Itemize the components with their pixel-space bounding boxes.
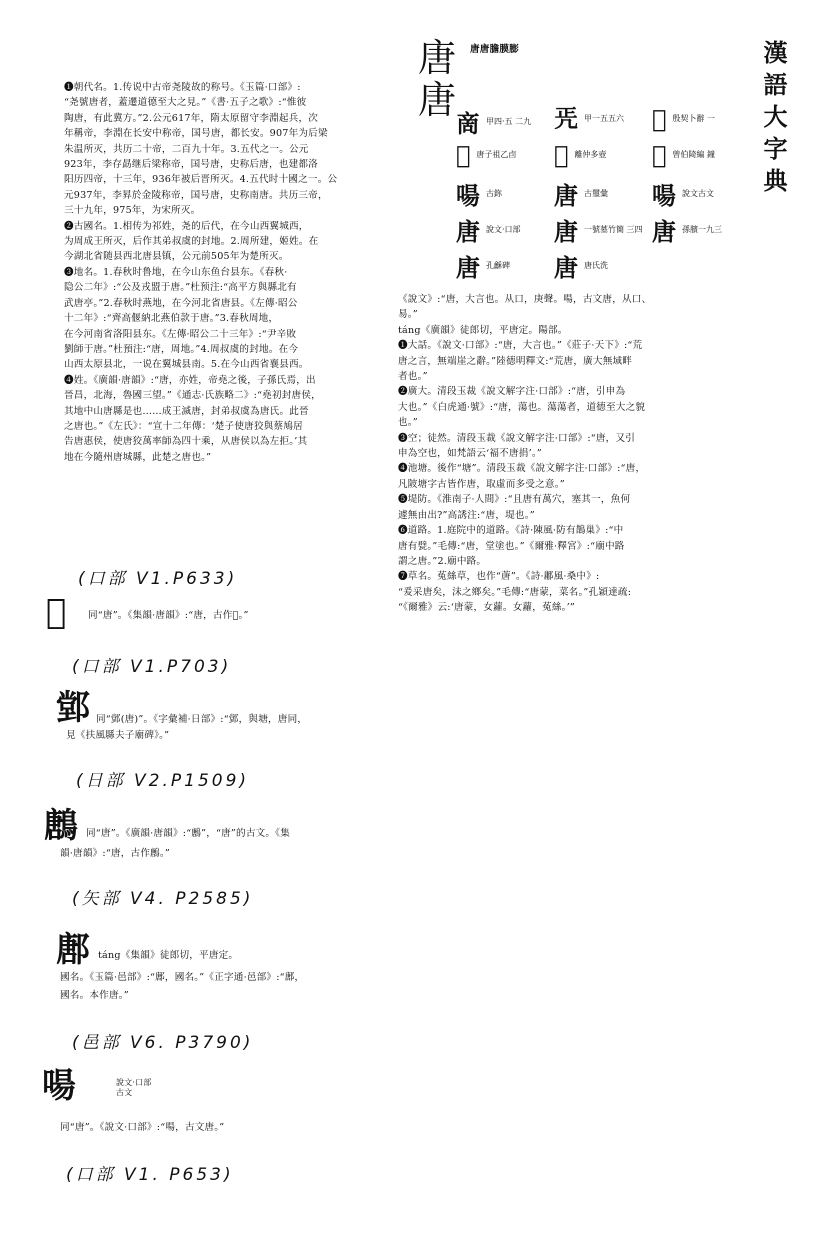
volume-note-1: (口部 V1.P633) [78, 569, 238, 589]
text-line: 劉師于唐。”杜預注:“唐，周地。”4.周叔虞的封地。在今 [64, 343, 299, 355]
script-label: 甲四·五 二九 [486, 117, 532, 126]
script-glyph: 唐 [554, 253, 578, 282]
script-glyph: 𢉊 [652, 140, 667, 169]
script-label: 說文古文 [682, 189, 714, 198]
script-glyph: 唐 [456, 217, 480, 246]
text-line: 其地中山唐縣是也……成王滅唐，封弟叔虞為唐氏。此晉 [64, 405, 309, 417]
script-form [456, 176, 502, 211]
text-line: 遽無由出?”高誘注:“唐，堤也。” [398, 509, 535, 521]
text-line: ❹池塘。後作“塘”。清段玉裁《說文解字注·口部》:“唐， [398, 463, 646, 475]
text-line: 也。” [398, 417, 418, 429]
right-main-entry [398, 292, 748, 616]
script-form [456, 140, 516, 169]
text-line: 为周成王所灭，后作其弟叔虞的封地。2.周所建，姬姓。在 [64, 236, 319, 248]
script-form [554, 140, 606, 169]
text-line: 申為空也，如梵語云‘福不唐捐’。” [398, 448, 542, 460]
script-form [456, 104, 531, 139]
script-label: 古璽彙 [584, 189, 608, 198]
script-glyph: 𢉊 [456, 140, 471, 169]
text-line: 山西太原县北，一说在翼城县南。5.在今山西省襄县西。 [64, 359, 309, 371]
text-line: ❶朝代名。1.传说中古帝尧陵故的称号。《玉篇·口部》: [64, 82, 301, 93]
text-line: 凡陂塘字古皆作唐，取虛而多受之意。” [398, 478, 565, 490]
text-line: 十二年》:“齊高偃納北燕伯款于唐。”3.春秋周地， [64, 313, 279, 325]
text-line: ❹姓。《廣韻·唐韻》:“唐，亦姓，帝堯之後，子孫氏焉，出 [64, 374, 316, 386]
text-line: 武唐亭。”2.春秋时燕地，在今河北省唐县。《左傳·昭公 [64, 297, 298, 309]
text-line: 告唐惠侯，使唐狡萬率師為四十乘，从唐侯以為左拒。’其 [64, 436, 308, 448]
script-form [554, 104, 624, 133]
head-glyph-1: 唐 [418, 36, 457, 80]
text-line: “尧號唐者，蓋遷道德至大之見。”《書·五子之歌》:“惟彼 [64, 97, 307, 109]
text-line: ❷廣大。清段玉裁《說文解字注·口部》:“唐，引申為 [398, 386, 626, 398]
text-line: “《爾雅》云:‘唐蒙，女蘿。女蘿，菟絲。’” [398, 602, 576, 614]
text-line: 923年，李存勗继后梁称帝，国号唐，史称后唐，也建都洛 [64, 159, 318, 171]
script-label: 唐子祖乙卣 [476, 150, 517, 159]
text-line: ❷古國名。1.相传为祁姓，尧的后代，在今山西翼城西， [64, 220, 309, 232]
script-label: 離仲多壺 [574, 150, 607, 159]
script-glyph: 啇 [456, 109, 480, 138]
text-line: 大也。”《白虎通·號》:“唐，蕩也。蕩蕩者，道德至大之貌 [398, 401, 646, 413]
text-line: 者也。” [398, 371, 428, 383]
entry-text-2: 同“唐”。《集韻·唐韻》:“唐，古作𢉊。” [88, 610, 249, 621]
script-glyph: 啺 [456, 181, 480, 210]
text-line: 唐之言，無端崖之辭。”陸德明釋文:“荒唐，廣大無域畔 [398, 355, 633, 367]
script-form [652, 140, 715, 169]
text-line: 阳历四帝，十三年，936年被后晋所灭。4.五代时十國之一。公 [64, 174, 338, 186]
script-label: 曾伯陭編 鐘 [672, 150, 715, 159]
script-form [456, 212, 521, 247]
text-line: 易。” [398, 309, 418, 321]
volume-note-6: (口部 V1. P653) [66, 1165, 234, 1185]
script-glyph: 啺 [652, 181, 676, 210]
script-glyph: 𢉊 [554, 140, 569, 169]
book-title: 漢語大字典 [759, 40, 788, 200]
script-label: 孔龢碑 [486, 261, 510, 270]
script-glyph: 𠙁 [554, 104, 578, 133]
text-line: ❻道路。1.庭院中的道路。《詩·陳風·防有鵲巢》:“中 [398, 525, 624, 537]
volume-note-2: (口部 V1.P703) [72, 657, 232, 677]
script-form [554, 212, 643, 247]
entry-text-5: táng《集韻》徒郎切，平唐定。 [98, 950, 239, 961]
script-label: 甲一五五六 [584, 114, 624, 123]
entry-text-5c: 國名。本作唐。” [60, 990, 129, 1001]
text-line: 在今河南省洛阳县东。《左傳·昭公二十三年》:“尹辛敗 [64, 328, 297, 340]
entry-head-6: 啺 [42, 1066, 76, 1106]
text-line: 《說文》:“唐，大言也。从口，庚聲。啺，古文唐，从口、 [398, 294, 652, 305]
text-line: 唐有甓。”毛傳:“唐，堂塗也。”《爾雅·釋宮》:“廟中路 [398, 540, 625, 552]
script-label: 說文·口部 [486, 225, 521, 234]
text-line: 今湖北省随县西北唐县镇，公元前505年为楚所灭。 [64, 251, 289, 263]
entry-head-4: 鶶 [44, 806, 78, 846]
entry-text-3: 同“䣘(唐)”。《字彙補·日部》:“䣘，與塘，唐同， [96, 714, 308, 725]
script-form [554, 248, 608, 283]
script-form [554, 176, 608, 211]
text-line: 三十九年，975年，为宋所灭。 [64, 205, 201, 217]
script-glyph: 唐 [554, 181, 578, 210]
script-form [456, 248, 510, 283]
script-form [652, 176, 714, 211]
script-label: 一號墓竹簡 三四 [584, 225, 643, 234]
entry-head-2: 𢉊 [46, 592, 67, 632]
script-form [652, 104, 715, 133]
script-label: 唐氏洗 [584, 261, 608, 270]
text-line: 元937年，李昪於金陵称帝，国号唐，史称南唐。共历三帝， [64, 189, 328, 201]
script-form [652, 212, 722, 247]
volume-note-3: (日部 V2.P1509) [76, 771, 250, 791]
text-line: ❺堤防。《淮南子·人間》:“且唐有萬穴，塞其一，魚何 [398, 494, 631, 506]
script-glyph: 唐 [456, 253, 480, 282]
text-line: ❸地名。1.春秋时鲁地，在今山东鱼台县东。《春秋· [64, 266, 288, 278]
volume-note-4: (矢部 V4. P2585) [72, 889, 254, 909]
text-line: táng《廣韻》徒郎切，平唐定。陽部。 [398, 324, 568, 336]
text-line: ❶大話。《說文·口部》:“唐，大言也。”《莊子·天下》:“荒 [398, 340, 643, 352]
text-line: 朱温所灭，共历二十帝，二百九十年。3.五代之一。公元 [64, 143, 309, 155]
text-line: 謂之唐。”2.廟中路。 [398, 555, 487, 567]
script-glyph: 唐 [652, 217, 676, 246]
head-glyph-2: 唐 [418, 78, 457, 122]
text-line: ❸空；徒然。清段玉裁《說文解字注·口部》:“唐，又引 [398, 432, 636, 444]
entry-sub-6: 說文·口部 古文 [116, 1078, 152, 1097]
script-glyph: 唐 [554, 217, 578, 246]
script-forms-grid [456, 104, 746, 284]
text-line: 之唐也。”《左氏》：“宣十二年傳：‘楚子使唐狡與蔡鳩居 [64, 420, 303, 432]
text-line: 隐公二年》:“公及戎盟于唐。”杜预注:“高平方與縣北有 [64, 282, 297, 294]
entry-text-4: 同“唐”。《廣韻·唐韻》:“鶶”，“唐”的古文。《集 [86, 828, 290, 839]
entry-text-4b: 韻·唐韻》:“唐，古作鶶。” [60, 848, 171, 859]
running-header: 唐唐膽膜膨 [470, 44, 519, 55]
entry-head-3: 䣘 [56, 688, 90, 728]
script-glyph: 𢉊 [652, 104, 667, 133]
text-line: 陶唐，有此冀方。”2.公元617年，隋太原留守李淵起兵，次 [64, 112, 319, 124]
entry-text-3b: 見《扶風縣夫子廟碑》。” [66, 730, 170, 741]
entry-head-5: 鄌 [56, 930, 90, 970]
text-line: 地在今隨州唐城縣，此楚之唐也。” [64, 451, 212, 463]
text-line: ❼草名。菟絲草，也作“蓎”。《詩·鄘風·桑中》: [398, 571, 600, 583]
script-label: 殷契卜辭 一 [672, 114, 715, 123]
text-line: “爰采唐矣，沬之鄉矣。”毛傳:“唐蒙，菜名。”孔穎達疏: [398, 586, 632, 598]
text-line: 年稱帝，李淵在长安中称帝，国号唐，都长安。907年为后梁 [64, 128, 328, 140]
text-line: 晉昌，北海，魯國三望。”《通志·氏族略二》:“堯初封唐侯， [64, 390, 321, 402]
volume-note-5: (邑部 V6. P3790) [72, 1033, 254, 1053]
left-main-entry [64, 80, 394, 465]
script-label: 孫臏一九三 [682, 225, 722, 234]
script-label: 古鉨 [486, 189, 502, 198]
entry-text-6: 同“唐”。《說文·口部》:“啺，古文唐。” [60, 1122, 225, 1133]
entry-text-5b: 國名。《玉篇·邑部》:“鄌，國名。”《正字通·邑部》:“鄌， [60, 972, 305, 983]
